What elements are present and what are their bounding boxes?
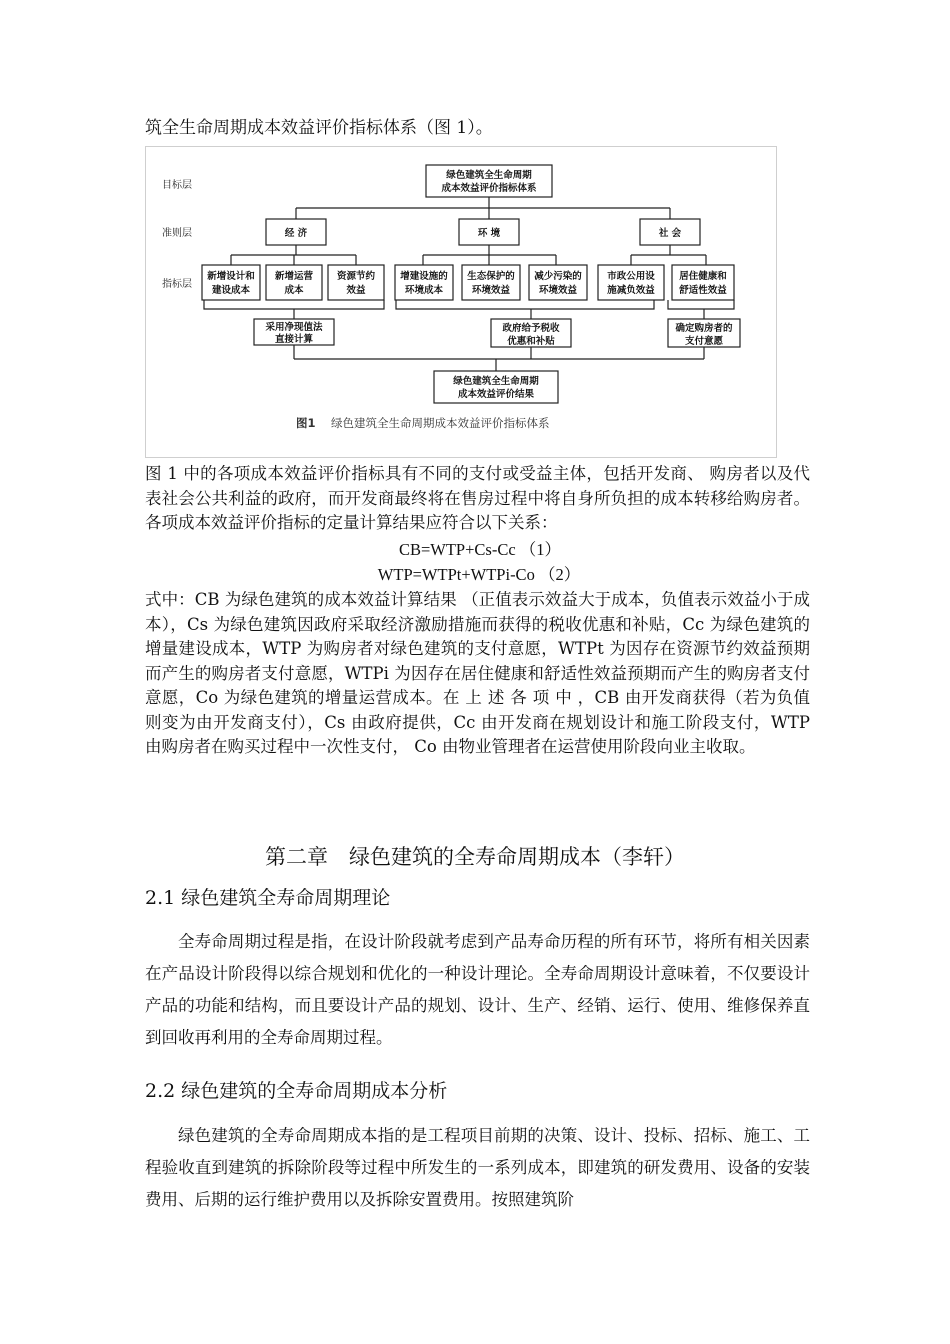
indicator-2-line2: 成本 (284, 285, 304, 296)
indicator-3-line2: 效益 (346, 285, 366, 296)
goal-box-line2: 成本效益评价指标体系 (441, 183, 537, 194)
indicator-7-line2: 施减负效益 (607, 285, 655, 296)
indicator-1-line1: 新增设计和 (207, 271, 255, 282)
paragraph-formula-definitions: 式中：CB 为绿色建筑的成本效益计算结果 （正值表示效益大于成本，负值表示效益小于成本），Cs 为绿色建筑因政府采取经济激励措施而获得的税收优惠和补贴，Cc 为绿色建筑的增量建设成本，WTP 为购房者对绿色建筑的支付意愿，WTPt 为因存在资源节约效益预期而产生的购房者支付意愿，WTPi 为因存在居住健康和舒适性效益预期而产生的购房者支付意愿，Co 为绿色建筑的增量运营成本。在 上 述 各 项 中 ，CB 由开发商获得（若为负值则变为由开发商支付），Cs 由政府提供，Cc 由开发商在规划设计和施工阶段支付，WTP 由购房者在购买过程中一次性支付， Co 由物业管理者在运营使用阶段向业主收取。 (145, 590, 810, 756)
section-2-1-body: 全寿命周期过程是指，在设计阶段就考虑到产品寿命历程的所有环节，将所有相关因素在产品设计阶段得以综合规划和优化的一种设计理论。全寿命周期设计意味着，不仅要设计产品的功能和结构，而且要设计产品的规划、设计、生产、经销、运行、使用、维修保养直到回收再利用的全寿命周期过程。 (145, 932, 810, 1047)
goal-box-line1: 绿色建筑全生命周期 (446, 170, 532, 181)
section-2-2-title: 2.2 绿色建筑的全寿命周期成本分析 (145, 1080, 448, 1102)
method-2-line2: 优惠和补贴 (507, 336, 555, 347)
section-2-2-body: 绿色建筑的全寿命周期成本指的是工程项目前期的决策、设计、投标、招标、施工、工程验收直到建筑的拆除阶段等过程中所发生的一系列成本，即建筑的研发费用、设备的安装费用、后期的运行维护费用以及拆除安置费用。按照建筑阶 (145, 1126, 810, 1209)
result-box-line1: 绿色建筑全生命周期 (453, 376, 539, 387)
indicator-4-line1: 增建设施的 (400, 271, 448, 282)
indicator-4-line2: 环境成本 (404, 285, 444, 296)
indicator-6-line1: 减少污染的 (534, 271, 582, 282)
indicator-7-line1: 市政公用设 (607, 271, 655, 282)
method-1-line1: 采用净现值法 (265, 322, 323, 333)
indicator-5-line1: 生态保护的 (467, 271, 515, 282)
indicator-6-line2: 环境效益 (538, 285, 578, 296)
paragraph-figure-explanation: 图 1 中的各项成本效益评价指标具有不同的支付或受益主体，包括开发商、 购房者以及代表社会公共利益的政府，而开发商最终将在售房过程中将自身所负担的成本转移给购房者。各项成本效益评价指标的定量计算结果应符合以下关系： (145, 464, 810, 532)
layer-label-criteria: 准则层 (162, 228, 192, 239)
figure-1 (145, 146, 777, 458)
result-box-line2: 成本效益评价结果 (457, 389, 535, 400)
intro-line: 筑全生命周期成本效益评价指标体系（图 1）。 (145, 118, 493, 138)
method-1-line2: 直接计算 (274, 334, 314, 345)
indicator-5-line2: 环境效益 (471, 285, 511, 296)
indicator-3-line1: 资源节约 (336, 271, 376, 282)
indicator-8-line1: 居住健康和 (679, 271, 727, 282)
criteria-society: 社 会 (658, 228, 682, 239)
indicator-8-line2: 舒适性效益 (679, 285, 727, 296)
layer-label-goal: 目标层 (162, 180, 192, 191)
figure-caption-number: 图1 (296, 416, 316, 430)
section-2-1-title: 2.1 绿色建筑全寿命周期理论 (145, 887, 391, 909)
criteria-economy: 经 济 (284, 228, 308, 239)
chapter-title: 第二章 绿色建筑的全寿命周期成本（李轩） (265, 845, 685, 869)
method-2-line1: 政府给予税收 (502, 323, 560, 334)
method-3-line1: 确定购房者的 (675, 323, 733, 334)
hierarchy-diagram (146, 147, 776, 457)
method-3-line2: 支付意愿 (684, 336, 724, 347)
figure-caption-text: 绿色建筑全生命周期成本效益评价指标体系 (331, 416, 550, 430)
formula-1: CB=WTP+Cs-Cc （1） (398, 540, 562, 559)
formula-2: WTP=WTPt+WTPi-Co （2） (377, 565, 581, 584)
layer-label-indicator: 指标层 (162, 279, 192, 290)
indicator-1-line2: 建设成本 (211, 285, 251, 296)
indicator-2-line1: 新增运营 (274, 271, 314, 282)
criteria-environment: 环 境 (477, 228, 501, 239)
